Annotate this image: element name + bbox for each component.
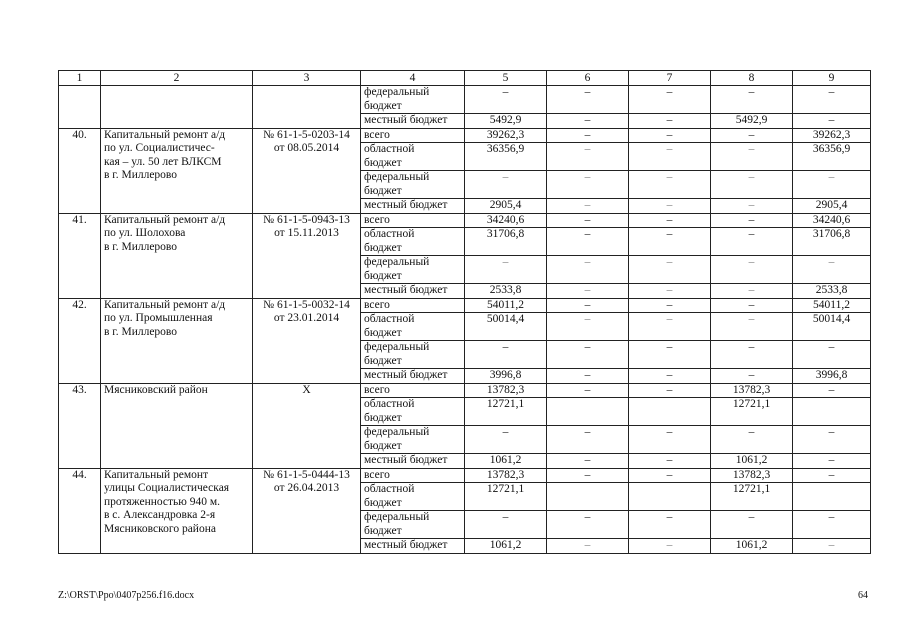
value-cell: – xyxy=(547,298,629,313)
document-cell xyxy=(253,86,361,129)
document-cell: № 61-1-5-0943-13 от 15.11.2013 xyxy=(253,213,361,298)
value-cell: 1061,2 xyxy=(465,454,547,469)
value-cell: 31706,8 xyxy=(465,228,547,256)
value-cell: – xyxy=(547,213,629,228)
value-cell: – xyxy=(629,143,711,171)
value-cell: – xyxy=(711,313,793,341)
value-cell: – xyxy=(629,298,711,313)
value-cell: – xyxy=(793,171,871,199)
value-cell: – xyxy=(629,341,711,369)
value-cell: – xyxy=(629,199,711,214)
value-cell: – xyxy=(711,341,793,369)
header-row xyxy=(59,71,871,86)
value-cell: 5492,9 xyxy=(711,114,793,129)
value-cell xyxy=(547,483,629,511)
budget-type-cell: всего xyxy=(361,383,465,398)
value-cell: – xyxy=(547,199,629,214)
value-cell: – xyxy=(629,383,711,398)
value-cell: – xyxy=(547,313,629,341)
value-cell: – xyxy=(629,228,711,256)
column-header: 2 xyxy=(101,71,253,86)
value-cell: – xyxy=(547,171,629,199)
value-cell: – xyxy=(547,383,629,398)
document-cell: № 61-1-5-0032-14 от 23.01.2014 xyxy=(253,298,361,383)
value-cell: – xyxy=(629,284,711,299)
object-name-cell: Капитальный ремонт а/д по ул. Социалистичес- кая – ул. 50 лет ВЛКСМ в г. Миллерово xyxy=(101,128,253,213)
value-cell: 34240,6 xyxy=(793,213,871,228)
value-cell: – xyxy=(711,143,793,171)
column-header: 9 xyxy=(793,71,871,86)
value-cell: – xyxy=(629,114,711,129)
table-row xyxy=(59,298,871,313)
page-number: 64 xyxy=(858,590,868,601)
value-cell: – xyxy=(629,539,711,554)
value-cell: – xyxy=(547,511,629,539)
value-cell xyxy=(793,398,871,426)
value-cell: 12721,1 xyxy=(711,483,793,511)
budget-type-cell: федеральный бюджет xyxy=(361,86,465,114)
value-cell: 13782,3 xyxy=(465,383,547,398)
value-cell: – xyxy=(793,454,871,469)
value-cell: – xyxy=(465,256,547,284)
value-cell: – xyxy=(629,454,711,469)
value-cell: 50014,4 xyxy=(465,313,547,341)
value-cell: – xyxy=(629,511,711,539)
value-cell: 3996,8 xyxy=(793,369,871,384)
value-cell: – xyxy=(711,171,793,199)
budget-type-cell: федеральный бюджет xyxy=(361,171,465,199)
value-cell: – xyxy=(547,86,629,114)
value-cell: – xyxy=(547,128,629,143)
value-cell: 13782,3 xyxy=(711,468,793,483)
column-header: 8 xyxy=(711,71,793,86)
value-cell: – xyxy=(711,426,793,454)
budget-type-cell: областной бюджет xyxy=(361,143,465,171)
value-cell: – xyxy=(547,228,629,256)
value-cell: 31706,8 xyxy=(793,228,871,256)
value-cell: – xyxy=(547,369,629,384)
budget-type-cell: областной бюджет xyxy=(361,313,465,341)
column-header: 1 xyxy=(59,71,101,86)
budget-type-cell: всего xyxy=(361,213,465,228)
value-cell: 13782,3 xyxy=(465,468,547,483)
budget-type-cell: всего xyxy=(361,298,465,313)
value-cell xyxy=(793,483,871,511)
column-header: 3 xyxy=(253,71,361,86)
budget-type-cell: местный бюджет xyxy=(361,454,465,469)
value-cell: – xyxy=(629,426,711,454)
row-number-cell: 43. xyxy=(59,383,101,468)
value-cell: 3996,8 xyxy=(465,369,547,384)
value-cell: – xyxy=(465,341,547,369)
value-cell: 12721,1 xyxy=(465,483,547,511)
budget-type-cell: местный бюджет xyxy=(361,284,465,299)
value-cell: 1061,2 xyxy=(465,539,547,554)
value-cell: 1061,2 xyxy=(711,539,793,554)
file-path: Z:\ORST\Ppo\0407p256.f16.docx xyxy=(58,590,195,601)
value-cell: 54011,2 xyxy=(793,298,871,313)
document-cell: Х xyxy=(253,383,361,468)
row-number-cell: 40. xyxy=(59,128,101,213)
value-cell: – xyxy=(711,199,793,214)
value-cell: – xyxy=(465,171,547,199)
value-cell: 54011,2 xyxy=(465,298,547,313)
value-cell: – xyxy=(793,511,871,539)
budget-table xyxy=(58,70,871,554)
value-cell: – xyxy=(793,256,871,284)
value-cell: – xyxy=(793,539,871,554)
row-number-cell: 44. xyxy=(59,468,101,553)
value-cell: – xyxy=(793,341,871,369)
budget-type-cell: федеральный бюджет xyxy=(361,511,465,539)
object-name-cell xyxy=(101,86,253,129)
table-row xyxy=(59,383,871,398)
value-cell: 34240,6 xyxy=(465,213,547,228)
value-cell: – xyxy=(711,511,793,539)
value-cell: – xyxy=(547,143,629,171)
budget-type-cell: всего xyxy=(361,128,465,143)
value-cell: 50014,4 xyxy=(793,313,871,341)
value-cell: – xyxy=(629,171,711,199)
object-name-cell: Капитальный ремонт а/д по ул. Промышленная в г. Миллерово xyxy=(101,298,253,383)
value-cell: – xyxy=(547,454,629,469)
object-name-cell: Капитальный ремонт улицы Социалистическая протяженностью 940 м. в с. Александровка 2-я Мясниковского района xyxy=(101,468,253,553)
value-cell: – xyxy=(629,128,711,143)
value-cell: – xyxy=(629,256,711,284)
value-cell: – xyxy=(711,256,793,284)
value-cell: – xyxy=(629,313,711,341)
table-row xyxy=(59,213,871,228)
budget-type-cell: местный бюджет xyxy=(361,199,465,214)
value-cell: 12721,1 xyxy=(465,398,547,426)
value-cell: – xyxy=(793,114,871,129)
budget-type-cell: местный бюджет xyxy=(361,369,465,384)
value-cell: 2905,4 xyxy=(793,199,871,214)
value-cell: – xyxy=(465,511,547,539)
budget-type-cell: областной бюджет xyxy=(361,483,465,511)
value-cell xyxy=(629,398,711,426)
value-cell: – xyxy=(547,426,629,454)
budget-type-cell: местный бюджет xyxy=(361,114,465,129)
value-cell: – xyxy=(629,213,711,228)
table-row xyxy=(59,86,871,114)
column-header: 6 xyxy=(547,71,629,86)
value-cell: – xyxy=(465,86,547,114)
value-cell: – xyxy=(547,256,629,284)
budget-type-cell: местный бюджет xyxy=(361,539,465,554)
value-cell: – xyxy=(793,86,871,114)
table-row xyxy=(59,128,871,143)
column-header: 5 xyxy=(465,71,547,86)
value-cell: – xyxy=(465,426,547,454)
value-cell: – xyxy=(793,426,871,454)
value-cell: – xyxy=(629,86,711,114)
object-name-cell: Капитальный ремонт а/д по ул. Шолохова в г. Миллерово xyxy=(101,213,253,298)
table-row xyxy=(59,468,871,483)
value-cell: 36356,9 xyxy=(793,143,871,171)
value-cell: 13782,3 xyxy=(711,383,793,398)
row-number-cell: 42. xyxy=(59,298,101,383)
value-cell: – xyxy=(629,468,711,483)
value-cell: – xyxy=(711,86,793,114)
value-cell: – xyxy=(547,341,629,369)
budget-type-cell: федеральный бюджет xyxy=(361,426,465,454)
document-cell: № 61-1-5-0444-13 от 26.04.2013 xyxy=(253,468,361,553)
table-body xyxy=(59,71,871,554)
value-cell: 5492,9 xyxy=(465,114,547,129)
value-cell xyxy=(547,398,629,426)
budget-type-cell: всего xyxy=(361,468,465,483)
value-cell: – xyxy=(711,228,793,256)
column-header: 4 xyxy=(361,71,465,86)
value-cell: 2905,4 xyxy=(465,199,547,214)
document-cell: № 61-1-5-0203-14 от 08.05.2014 xyxy=(253,128,361,213)
budget-type-cell: федеральный бюджет xyxy=(361,341,465,369)
budget-type-cell: федеральный бюджет xyxy=(361,256,465,284)
value-cell: – xyxy=(711,213,793,228)
value-cell: – xyxy=(547,539,629,554)
value-cell: 12721,1 xyxy=(711,398,793,426)
value-cell: – xyxy=(547,284,629,299)
value-cell: 2533,8 xyxy=(465,284,547,299)
value-cell: – xyxy=(793,383,871,398)
value-cell: – xyxy=(711,298,793,313)
value-cell xyxy=(629,483,711,511)
row-number-cell xyxy=(59,86,101,129)
value-cell: 39262,3 xyxy=(465,128,547,143)
row-number-cell: 41. xyxy=(59,213,101,298)
value-cell: 2533,8 xyxy=(793,284,871,299)
value-cell: – xyxy=(629,369,711,384)
object-name-cell: Мясниковский район xyxy=(101,383,253,468)
value-cell: 36356,9 xyxy=(465,143,547,171)
value-cell: – xyxy=(711,284,793,299)
budget-type-cell: областной бюджет xyxy=(361,228,465,256)
value-cell: 1061,2 xyxy=(711,454,793,469)
value-cell: – xyxy=(711,369,793,384)
value-cell: – xyxy=(711,128,793,143)
value-cell: 39262,3 xyxy=(793,128,871,143)
value-cell: – xyxy=(547,114,629,129)
column-header: 7 xyxy=(629,71,711,86)
value-cell: – xyxy=(793,468,871,483)
value-cell: – xyxy=(547,468,629,483)
page-footer xyxy=(58,590,870,604)
budget-type-cell: областной бюджет xyxy=(361,398,465,426)
